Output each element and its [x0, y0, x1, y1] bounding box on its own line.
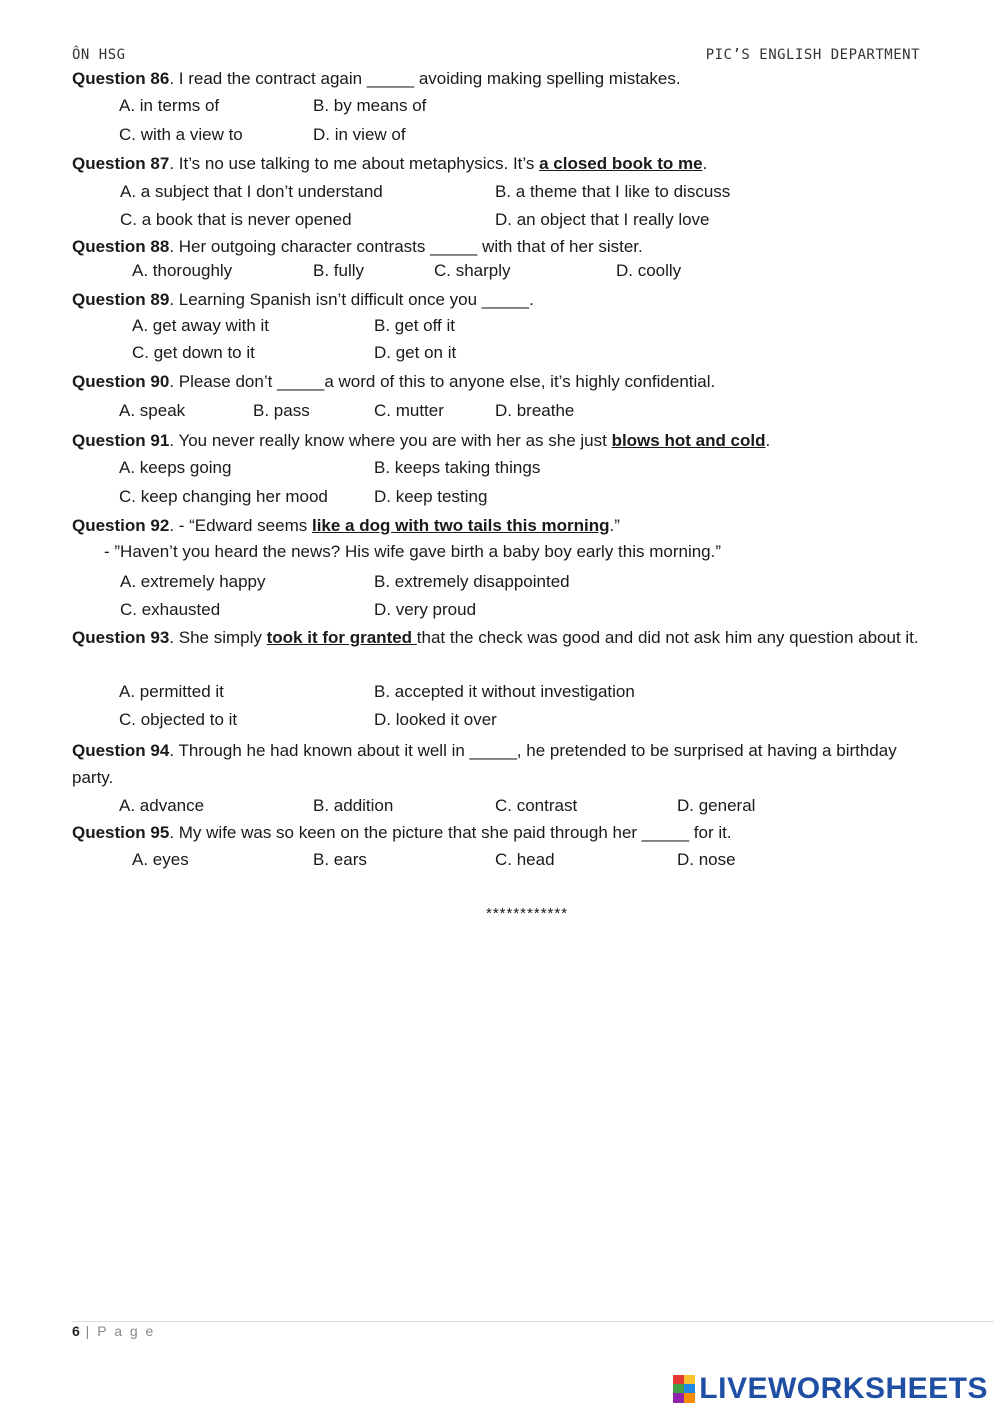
q88-option-b[interactable]: B. fully: [313, 261, 365, 280]
header-left: ÔN HSG: [72, 47, 126, 63]
footer-divider: [72, 1321, 994, 1322]
q92-dialogue-line: - ”Haven’t you heard the news? His wife gave birth a baby boy early this morning.”: [104, 542, 722, 561]
underlined-phrase: a closed book to me: [539, 154, 703, 173]
page-number: [72, 1323, 155, 1339]
question-text: . My wife was so keen on the picture that she paid through her _____ for it.: [169, 823, 732, 842]
q92-option-c[interactable]: C. exhausted: [120, 600, 221, 619]
question-95: [72, 819, 922, 846]
question-label: Question 92: [72, 516, 170, 535]
q91-option-c[interactable]: C. keep changing her mood: [119, 487, 328, 506]
question-text-end: .: [765, 431, 771, 450]
question-text: . Through he had known about it well in _____, he pretended to be surprised at having a birthday party.: [72, 741, 897, 787]
question-91: [72, 427, 922, 454]
question-text: . Please don’t _____a word of this to anyone else, it’s highly confidential.: [169, 372, 716, 391]
q91-option-a[interactable]: A. keeps going: [119, 458, 232, 477]
q88-option-c[interactable]: C. sharply: [434, 261, 511, 280]
question-88: [72, 233, 922, 260]
q93-option-d[interactable]: D. looked it over: [374, 710, 497, 729]
liveworksheets-brand[interactable]: [673, 1372, 988, 1406]
q89-option-d[interactable]: D. get on it: [374, 343, 457, 362]
q86-option-c[interactable]: C. with a view to: [119, 125, 243, 144]
underlined-phrase: took it for granted: [266, 628, 417, 647]
q90-option-b[interactable]: B. pass: [253, 401, 310, 420]
q88-option-a[interactable]: A. thoroughly: [132, 261, 233, 280]
q86-option-d[interactable]: D. in view of: [313, 125, 406, 144]
q94-option-d[interactable]: D. general: [677, 796, 756, 815]
question-label: Question 95: [72, 823, 170, 842]
question-text: . It’s no use talking to me about metaphysics. It’s: [169, 154, 540, 173]
q86-option-b[interactable]: B. by means of: [313, 96, 427, 115]
q86-option-a[interactable]: A. in terms of: [119, 96, 220, 115]
q94-option-c[interactable]: C. contrast: [495, 796, 578, 815]
q91-option-b[interactable]: B. keeps taking things: [374, 458, 541, 477]
question-label: Question 90: [72, 372, 170, 391]
question-90: [72, 368, 922, 395]
question-text-end: .: [702, 154, 708, 173]
question-text: . You never really know where you are with her as she just: [169, 431, 612, 450]
page-label: | P a g e: [79, 1323, 156, 1339]
question-label: Question 91: [72, 431, 170, 450]
q93-option-b[interactable]: B. accepted it without investigation: [374, 682, 635, 701]
q93-option-a[interactable]: A. permitted it: [119, 682, 224, 701]
question-87: [72, 150, 922, 177]
q87-option-a[interactable]: A. a subject that I don’t understand: [120, 182, 383, 201]
brand-name: LIVEWORKSHEETS: [699, 1372, 988, 1405]
header-right: PIC’S ENGLISH DEPARTMENT: [705, 47, 920, 63]
q95-option-b[interactable]: B. ears: [313, 850, 367, 869]
q92-option-a[interactable]: A. extremely happy: [120, 572, 266, 591]
question-text: . I read the contract again _____ avoiding making spelling mistakes.: [169, 69, 681, 88]
q94-option-a[interactable]: A. advance: [119, 796, 205, 815]
q89-option-c[interactable]: C. get down to it: [132, 343, 255, 362]
underlined-phrase: like a dog with two tails this morning: [311, 516, 610, 535]
underlined-phrase: blows hot and cold: [611, 431, 766, 450]
q87-option-c[interactable]: C. a book that is never opened: [120, 210, 352, 229]
q95-option-c[interactable]: C. head: [495, 850, 555, 869]
question-label: Question 86: [72, 69, 170, 88]
question-text-end: .”: [609, 516, 620, 535]
q88-option-d[interactable]: D. coolly: [616, 261, 682, 280]
q92-option-d[interactable]: D. very proud: [374, 600, 477, 619]
q90-option-d[interactable]: D. breathe: [495, 401, 575, 420]
section-separator: ************: [486, 905, 569, 922]
question-label: Question 93: [72, 628, 170, 647]
q92-option-b[interactable]: B. extremely disappointed: [374, 572, 570, 591]
question-94: [72, 737, 922, 791]
q90-option-a[interactable]: A. speak: [119, 401, 186, 420]
q87-option-b[interactable]: B. a theme that I like to discuss: [495, 182, 731, 201]
question-text: . She simply: [169, 628, 267, 647]
q90-option-c[interactable]: C. mutter: [374, 401, 444, 420]
q95-option-d[interactable]: D. nose: [677, 850, 736, 869]
liveworksheets-logo-icon: [673, 1375, 695, 1403]
q89-option-a[interactable]: A. get away with it: [132, 316, 270, 335]
question-label: Question 89: [72, 290, 170, 309]
q94-option-b[interactable]: B. addition: [313, 796, 394, 815]
question-label: Question 94: [72, 741, 170, 760]
q95-option-a[interactable]: A. eyes: [132, 850, 189, 869]
question-93: [72, 624, 922, 651]
question-92: [72, 512, 922, 539]
question-86: [72, 65, 922, 92]
question-text: . Learning Spanish isn’t difficult once you _____.: [169, 290, 534, 309]
question-text-end: that the check was good and did not ask him any question about it.: [416, 628, 919, 647]
question-text: . - “Edward seems: [169, 516, 312, 535]
question-89: [72, 286, 922, 313]
question-label: Question 88: [72, 237, 170, 256]
q93-option-c[interactable]: C. objected to it: [119, 710, 238, 729]
q91-option-d[interactable]: D. keep testing: [374, 487, 488, 506]
page-number-value: 6: [72, 1323, 80, 1339]
question-text: . Her outgoing character contrasts _____ with that of her sister.: [169, 237, 643, 256]
q89-option-b[interactable]: B. get off it: [374, 316, 455, 335]
q87-option-d[interactable]: D. an object that I really love: [495, 210, 710, 229]
question-label: Question 87: [72, 154, 170, 173]
